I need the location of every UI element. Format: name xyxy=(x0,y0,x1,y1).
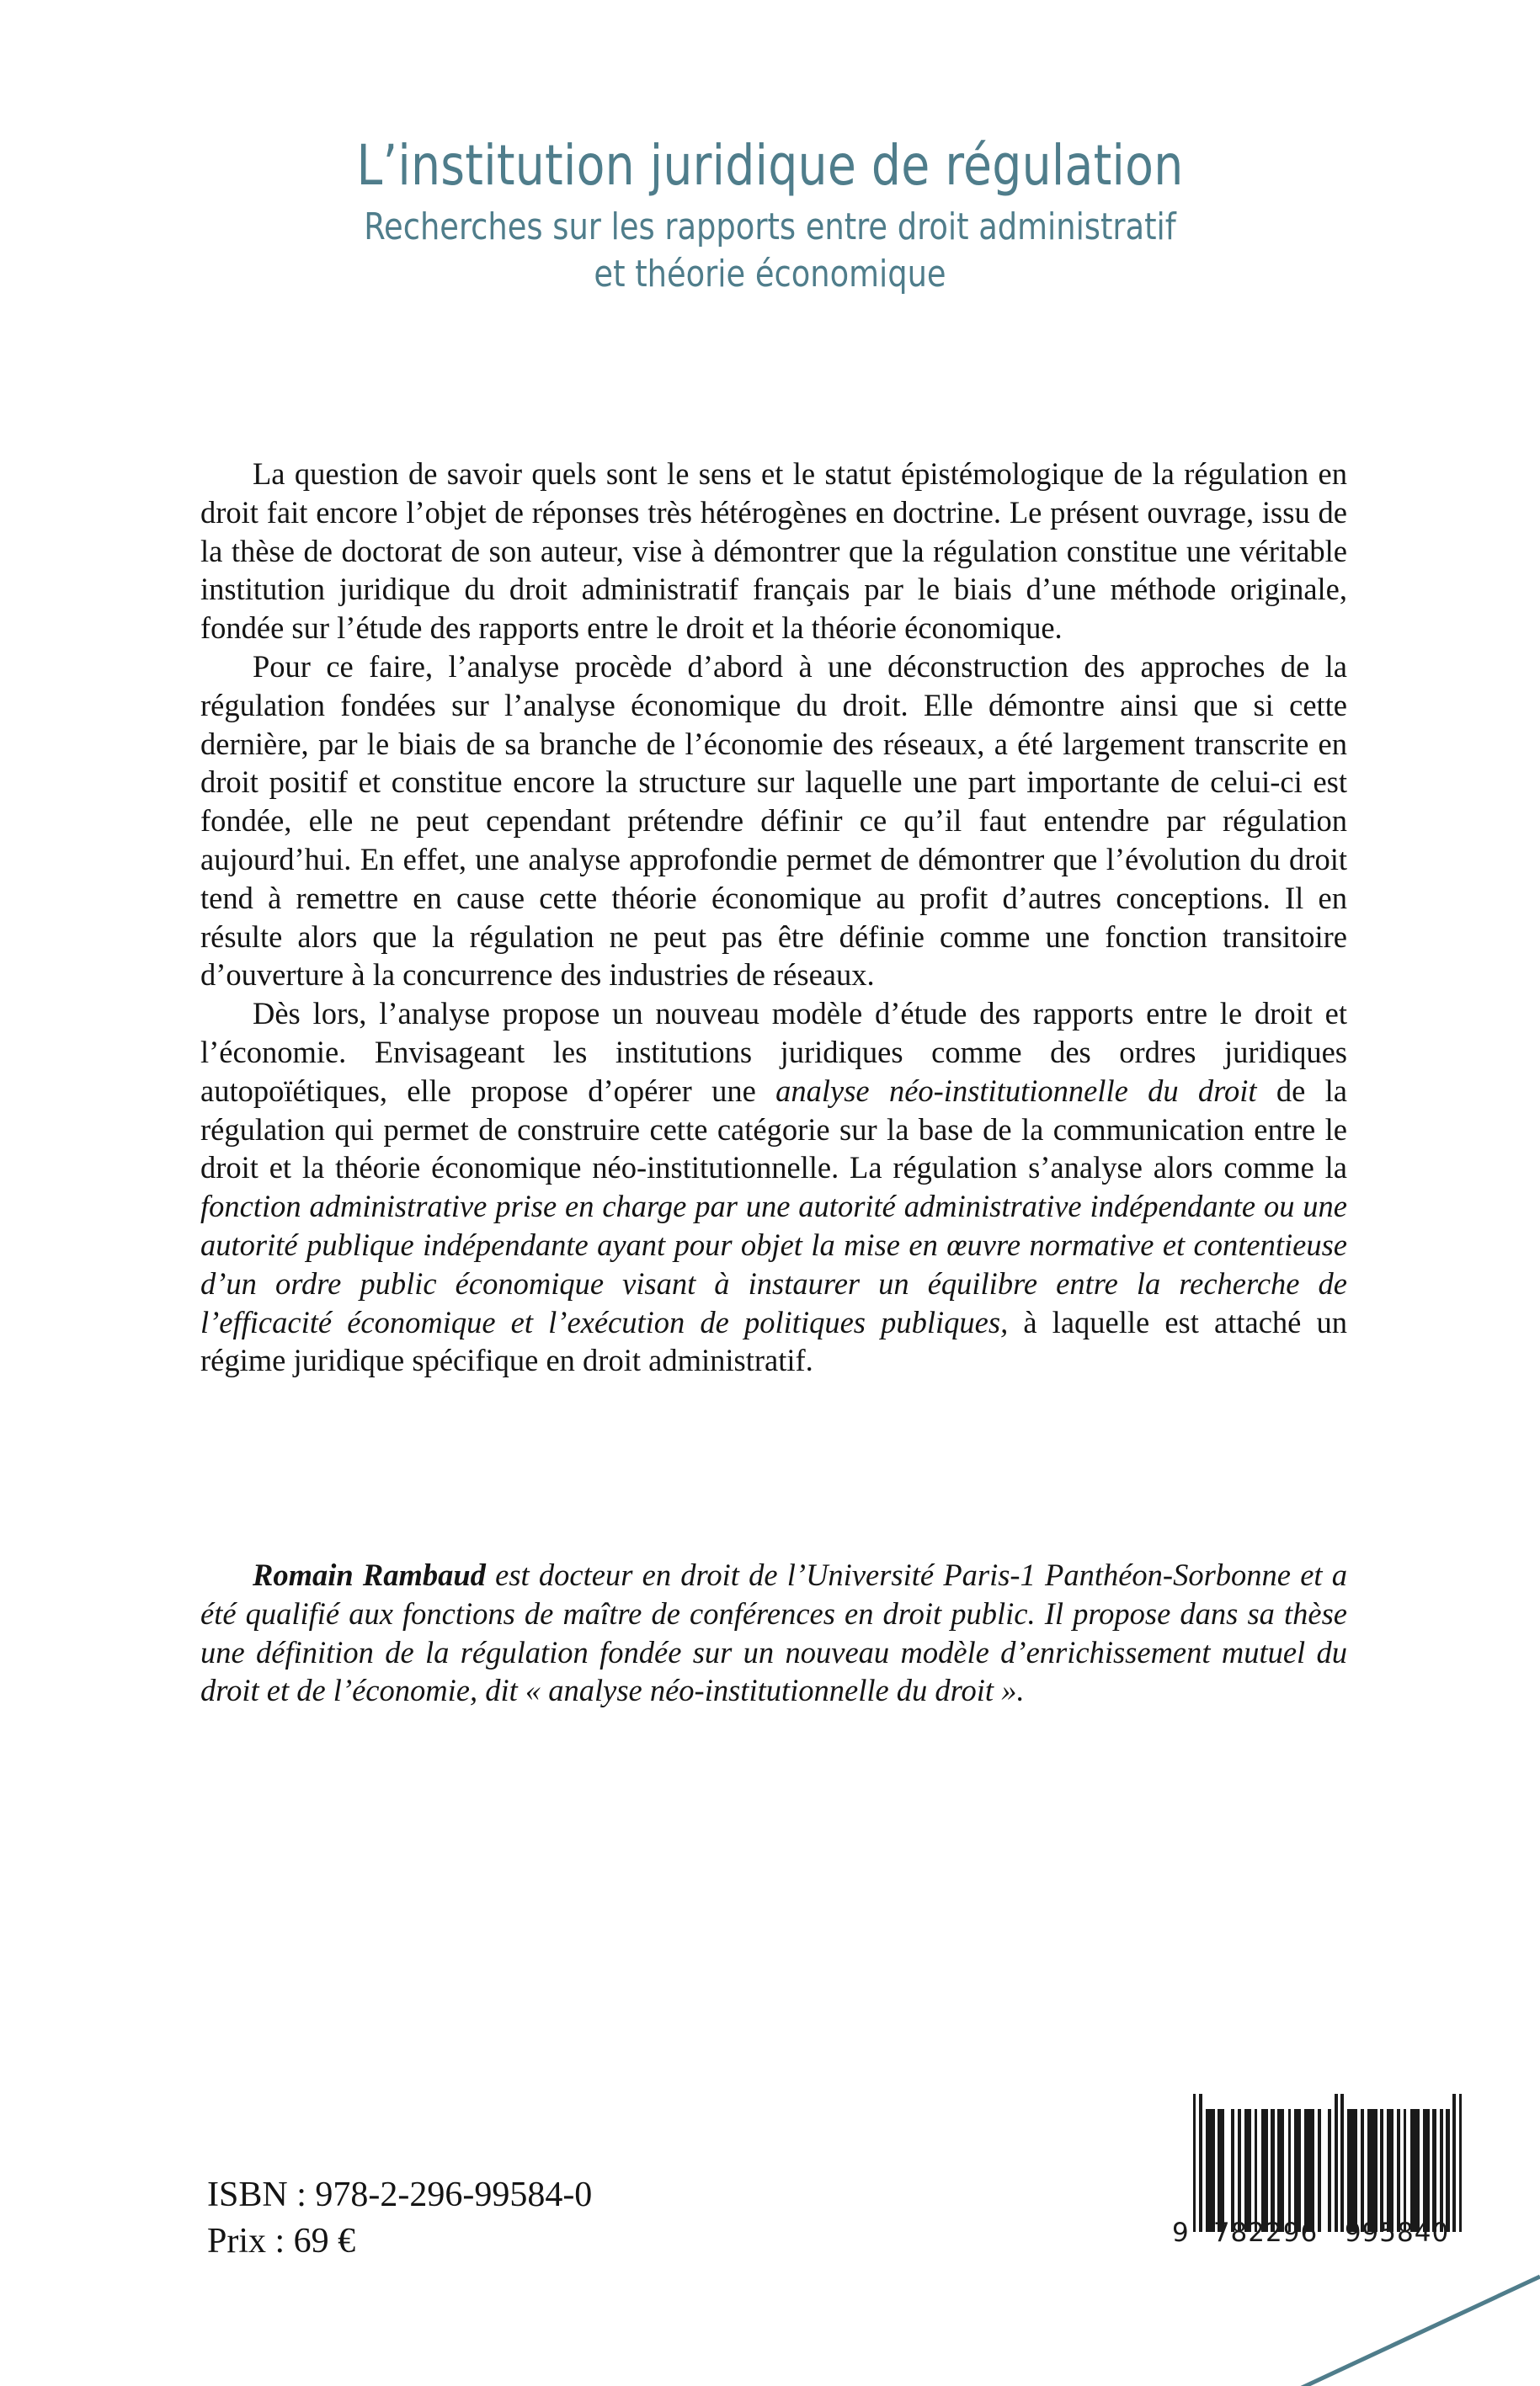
barcode-left-group: 782296 xyxy=(1212,2218,1319,2248)
barcode-right-group: 995840 xyxy=(1344,2218,1450,2248)
blurb-paragraph-3-part-a: Dès lors, l’analyse propose un nouveau modèle d’étude des rapports entre le droit et l’économie. Envisageant les institutions juridiques comme des ordres juridiques autopoïétiques, elle propose d’opérer une xyxy=(200,996,1347,1108)
isbn-text: ISBN : 978-2-296-99584-0 xyxy=(207,2176,593,2214)
book-subtitle-line-1: Recherches sur les rapports entre droit administratif xyxy=(364,205,1176,248)
author-name: Romain Rambaud xyxy=(253,1558,486,1592)
barcode-bars xyxy=(1172,2109,1462,2232)
barcode-digits xyxy=(1172,2218,1462,2248)
title-block xyxy=(0,135,1540,299)
blurb-paragraph-3-emphasis-2: fonction administrative prise en charge par une autorité administrative indépendante ou une autorité publique indépendante ayant pour objet la mise en œuvre normative et contentieuse d’un ordre public économique visant à instaurer un équilibre entre la recherche de l’efficacité économique et l’exécution de politiques publiques, xyxy=(200,1189,1347,1339)
blurb-text xyxy=(200,455,1347,1380)
blurb-paragraph-3-part-c: à laquelle est attaché un régime juridique spécifique en droit administratif. xyxy=(200,1304,1348,1378)
author-note-paragraph xyxy=(200,1556,1347,1710)
corner-diagonal-rule xyxy=(1296,2268,1540,2386)
blurb-paragraph-3-part-b: de la régulation qui permet de construire cette catégorie sur la base de la communication entre le droit et la théorie économique néo-institutionnelle. La régulation s’analyse alors comme la xyxy=(200,1073,1347,1185)
corner-diagonal-line-icon xyxy=(1296,2268,1540,2386)
blurb-paragraph-2: Pour ce faire, l’analyse procède d’abord à une déconstruction des approches de la régulation fondées sur l’analyse économique du droit. Elle démontre ainsi que si cette dernière, par le biais de sa branche de l’économie des réseaux, a été largement transcrite en droit positif et constitue encore la structure sur laquelle une part importante de celui-ci est fondée, elle ne peut cependant prétendre définir ce qu’il faut entendre par régulation aujourd’hui. En effet, une analyse approfondie permet de démontrer que l’évolution du droit tend à remettre en cause cette théorie économique au profit d’autres conceptions. Il en résulte alors que la régulation ne peut pas être définie comme une fonction transitoire d’ouverture à la concurrence des industries de réseaux. xyxy=(200,648,1347,993)
blurb-paragraph-1: La question de savoir quels sont le sens et le statut épistémologique de la régulation en droit fait encore l’objet de réponses très hétérogènes en doctrine. Le présent ouvrage, issu de la thèse de doctorat de son auteur, vise à démontrer que la régulation constitue une véritable institution juridique du droit administratif français par le biais d’une méthode originale, fondée sur l’étude des rapports entre le droit et la théorie économique. xyxy=(200,456,1347,646)
barcode-lead-digit: 9 xyxy=(1172,2218,1190,2248)
book-subtitle xyxy=(54,204,1486,299)
author-note-text: est docteur en droit de l’Université Paris-1 Panthéon-Sorbonne et a été qualifié aux fonctions de maître de conférences en droit public. Il propose dans sa thèse une définition de la régulation fondée sur un nouveau modèle d’enrichissement mutuel du droit et de l’économie, dit « analyse néo-institutionnelle du droit ». xyxy=(200,1558,1348,1708)
blurb-paragraph-3 xyxy=(200,994,1347,1380)
barcode xyxy=(1172,2109,1462,2248)
price-text: Prix : 69 € xyxy=(207,2222,356,2261)
book-subtitle-line-2: et théorie économique xyxy=(594,253,946,296)
footer-info xyxy=(207,2172,592,2265)
page-title: L’institution juridique de régulation xyxy=(356,133,1184,198)
blurb-paragraph-3-emphasis-1: analyse néo-institutionnelle du droit xyxy=(775,1073,1257,1108)
author-note xyxy=(200,1556,1347,1710)
